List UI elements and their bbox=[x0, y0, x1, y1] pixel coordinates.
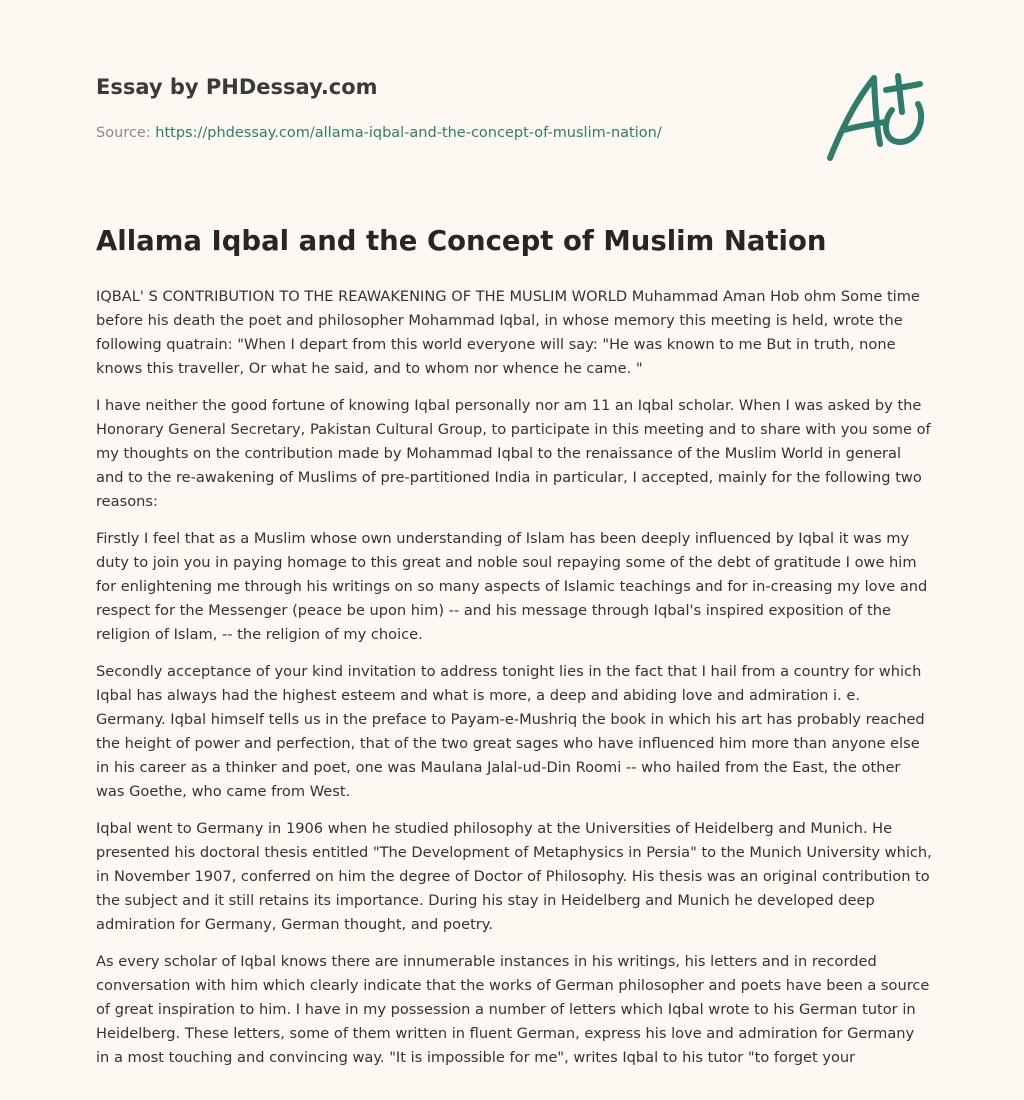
essay-title: Allama Iqbal and the Concept of Muslim Nation bbox=[96, 225, 827, 257]
paragraph: Secondly acceptance of your kind invitation to address tonight lies in the fact that I hail from a country for which Iqbal has always had the highest esteem and what is more, a deep and abiding love and admiration i. e. Germany. Iqbal himself tells us in the preface to Payam-e-Mushriq the book in which his art has probably reached the height of power and perfection, that of the two great sages who have influenced him more than anyone else in his career as a thinker and poet, one was Maulana Jalal-ud-Din Roomi -- who hailed from the East, the other was Goethe, who came from West. bbox=[96, 663, 925, 800]
essay-header bbox=[96, 74, 736, 144]
site-title: Essay by PHDessay.com bbox=[96, 75, 378, 99]
paragraph: Iqbal went to Germany in 1906 when he studied philosophy at the Universities of Heidelberg and Munich. He presented his doctoral thesis entitled "The Development of Metaphysics in Persia" to the Munich University which, in November 1907, conferred on him the degree of Doctor of Philosophy. His thesis was an original contribution to the subject and it still retains its importance. During his stay in Heidelberg and Munich he developed deep admiration for Germany, German thought, and poetry. bbox=[96, 820, 932, 933]
source-label: Source: bbox=[96, 125, 156, 142]
source-line bbox=[96, 123, 736, 143]
source-link[interactable]: https://phdessay.com/allama-iqbal-and-the-concept-of-muslim-nation/ bbox=[155, 125, 662, 142]
paragraph: As every scholar of Iqbal knows there are innumerable instances in his writings, his letters and in recorded conversation with him which clearly indicate that the works of German philosopher and poets have been a source of great inspiration to him. I have in my possession a number of letters which Iqbal wrote to his German tutor in Heidelberg. These letters, some of them written in fluent German, express his love and admiration for Germany in a most touching and convincing way. "It is impossible for me", writes Iqbal to his tutor "to forget your bbox=[96, 953, 930, 1066]
a-plus-logo-icon bbox=[822, 66, 932, 166]
essay-body bbox=[96, 285, 932, 1083]
paragraph: IQBAL' S CONTRIBUTION TO THE REAWAKENING OF THE MUSLIM WORLD Muhammad Aman Hob ohm Some time before his death the poet and philosopher Mohammad Iqbal, in whose memory this meeting is held, wrote the following quatrain: "When I depart from this world everyone will say: "He was known to me But in truth, none knows this traveller, Or what he said, and to whom nor whence he came. " bbox=[96, 288, 920, 377]
paragraph: Firstly I feel that as a Muslim whose own understanding of Islam has been deeply influenced by Iqbal it was my duty to join you in paying homage to this great and noble soul repaying some of the debt of gratitude I owe him for enlightening me through his writings on so many aspects of Islamic teachings and for in-creasing my love and respect for the Messenger (peace be upon him) -- and his message through Iqbal's inspired exposition of the religion of Islam, -- the religion of my choice. bbox=[96, 530, 928, 643]
paragraph: I have neither the good fortune of knowing Iqbal personally nor am 11 an Iqbal scholar. When I was asked by the Honorary General Secretary, Pakistan Cultural Group, to participate in this meeting and to share with you some of my thoughts on the contribution made by Mohammad Iqbal to the renaissance of the Muslim World in general and to the re-awakening of Muslims of pre-partitioned India in particular, I accepted, mainly for the following two reasons: bbox=[96, 397, 931, 510]
